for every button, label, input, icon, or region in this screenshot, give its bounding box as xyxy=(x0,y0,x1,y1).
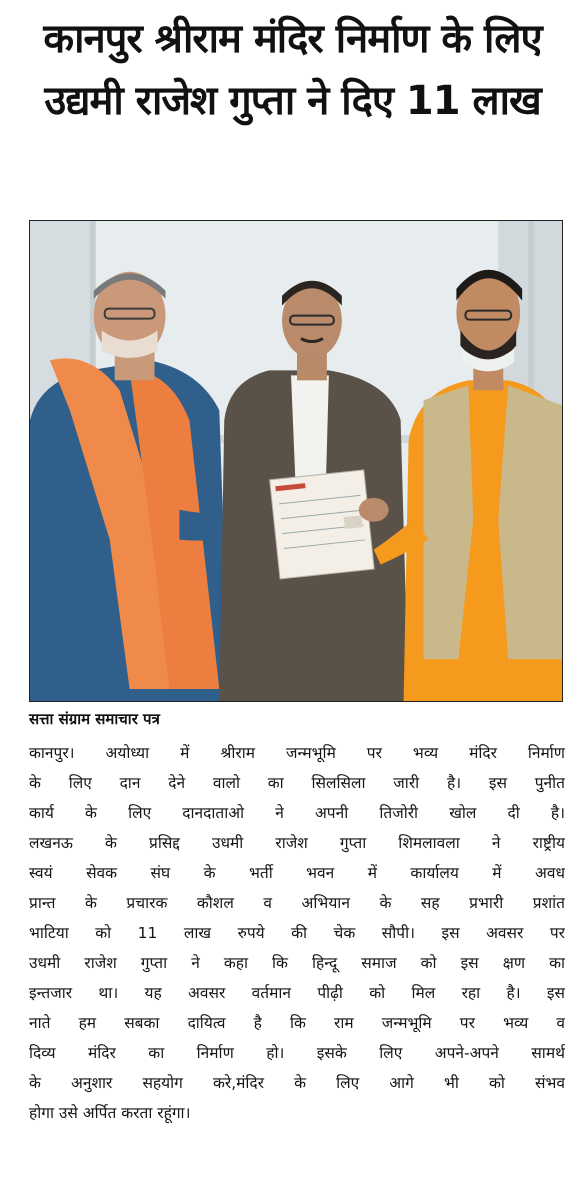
article-line: के लिए दान देने वालो का सिलसिला जारी है। इस पुनीत xyxy=(29,774,565,792)
photo-illustration xyxy=(30,221,562,701)
headline-line-1: कानपुर श्रीराम मंदिर निर्माण के लिए xyxy=(43,16,542,62)
news-photo xyxy=(29,220,563,702)
article-line: प्रान्त के प्रचारक कौशल व अभियान के सह प्रभारी प्रशांत xyxy=(29,894,565,912)
article-line: लखनऊ के प्रसिद्द उधमी राजेश गुप्ता शिमलावला ने राष्ट्रीय xyxy=(29,834,565,852)
news-source-credit: सत्ता संग्राम समाचार पत्र xyxy=(29,710,160,728)
article-line: उधमी राजेश गुप्ता ने कहा कि हिन्दू समाज को इस क्षण का xyxy=(29,954,565,972)
article-line: स्वयं सेवक संघ के भर्ती भवन में कार्यालय में अवध xyxy=(29,864,565,882)
headline xyxy=(0,8,585,132)
article-line: नाते हम सबका दायित्व है कि राम जन्मभूमि पर भव्य व xyxy=(29,1014,565,1032)
article-line: इन्तजार था। यह अवसर वर्तमान पीढ़ी को मिल रहा है। इस xyxy=(29,984,565,1002)
article-body xyxy=(29,738,565,1128)
article-line: कानपुर। अयोध्या में श्रीराम जन्मभूमि पर भव्य मंदिर निर्माण xyxy=(29,744,565,762)
article-line: दिव्य मंदिर का निर्माण हो। इसके लिए अपने-अपने सामर्थ xyxy=(29,1044,565,1062)
article-line: कार्य के लिए दानदाताओ ने अपनी तिजोरी खोल दी है। xyxy=(29,804,565,822)
headline-line-2: उद्यमी राजेश गुप्ता ने दिए 11 लाख xyxy=(44,78,541,124)
article-line: होगा उसे अर्पित करता रहूंगा। xyxy=(29,1104,191,1122)
article-line: के अनुशार सहयोग करे,मंदिर के लिए आगे भी को संभव xyxy=(29,1074,565,1092)
article-line: भाटिया को 11 लाख रुपये की चेक सौपी। इस अवसर पर xyxy=(29,924,565,942)
